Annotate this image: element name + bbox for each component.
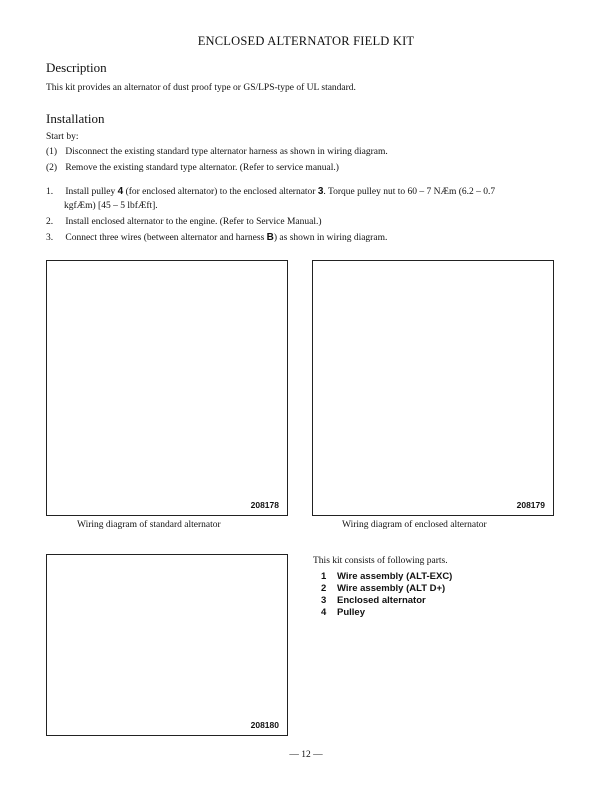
prep-item <box>46 145 566 159</box>
step-item <box>46 231 566 245</box>
figure-id: 208179 <box>516 500 545 510</box>
step-item <box>46 215 566 229</box>
prep-text: Disconnect the existing standard type alternator harness as shown in wiring diagram. <box>65 147 388 157</box>
figure-id: 208180 <box>250 720 279 730</box>
parts-intro: This kit consists of following parts. <box>313 556 448 566</box>
list-item <box>321 607 452 619</box>
figure-enclosed-wiring <box>312 260 554 516</box>
part-number: 3 <box>321 595 327 606</box>
figure-id: 208178 <box>250 500 279 510</box>
step-num: 3. <box>46 233 54 243</box>
part-number: 1 <box>321 571 327 582</box>
step-text-part: Install pulley <box>65 187 118 197</box>
page-number: — 12 — <box>289 750 323 760</box>
part-name: Wire assembly (ALT D+) <box>337 583 446 594</box>
prep-list <box>46 145 566 175</box>
list-item <box>321 583 452 595</box>
prep-num: (2) <box>46 163 58 173</box>
description-text: This kit provides an alternator of dust proof type or GS/LPS-type of UL standard. <box>46 83 356 93</box>
part-name: Pulley <box>337 607 365 618</box>
part-ref: 4 <box>117 186 124 197</box>
figure-parts <box>46 554 288 736</box>
step-text-part: . Torque pulley nut to 60 – 7 NÆm (6.2 – 0.7 <box>323 187 496 197</box>
part-ref: B <box>266 232 274 243</box>
list-item <box>321 571 452 583</box>
prep-text: Remove the existing standard type alternator. (Refer to service manual.) <box>65 163 339 173</box>
part-number: 2 <box>321 583 327 594</box>
description-heading: Description <box>46 60 107 75</box>
figure-caption: Wiring diagram of enclosed alternator <box>342 520 487 530</box>
part-name: Wire assembly (ALT-EXC) <box>337 571 453 582</box>
prep-item <box>46 161 566 175</box>
step-num: 2. <box>46 217 54 227</box>
installation-heading: Installation <box>46 111 105 126</box>
start-by-label: Start by: <box>46 132 79 142</box>
step-continuation: kgfÆm) [45 – 5 lbfÆft]. <box>64 201 158 211</box>
step-text: Install enclosed alternator to the engine. (Refer to Service Manual.) <box>65 217 322 227</box>
step-text-part: (for enclosed alternator) to the enclosed alternator <box>123 187 318 197</box>
step-text-part: ) as shown in wiring diagram. <box>273 233 388 243</box>
step-text <box>65 233 387 243</box>
part-name: Enclosed alternator <box>337 595 426 606</box>
figure-standard-wiring <box>46 260 288 516</box>
figure-caption: Wiring diagram of standard alternator <box>77 520 221 530</box>
step-item <box>46 185 566 199</box>
list-item <box>321 595 452 607</box>
steps-list <box>46 185 566 245</box>
prep-num: (1) <box>46 147 58 157</box>
part-number: 4 <box>321 607 327 618</box>
step-text-part: Connect three wires (between alternator and harness <box>65 233 267 243</box>
parts-list <box>321 571 452 619</box>
step-num: 1. <box>46 187 54 197</box>
page-title: ENCLOSED ALTERNATOR FIELD KIT <box>197 34 415 48</box>
step-text <box>65 187 495 197</box>
part-ref: 3 <box>317 186 324 197</box>
